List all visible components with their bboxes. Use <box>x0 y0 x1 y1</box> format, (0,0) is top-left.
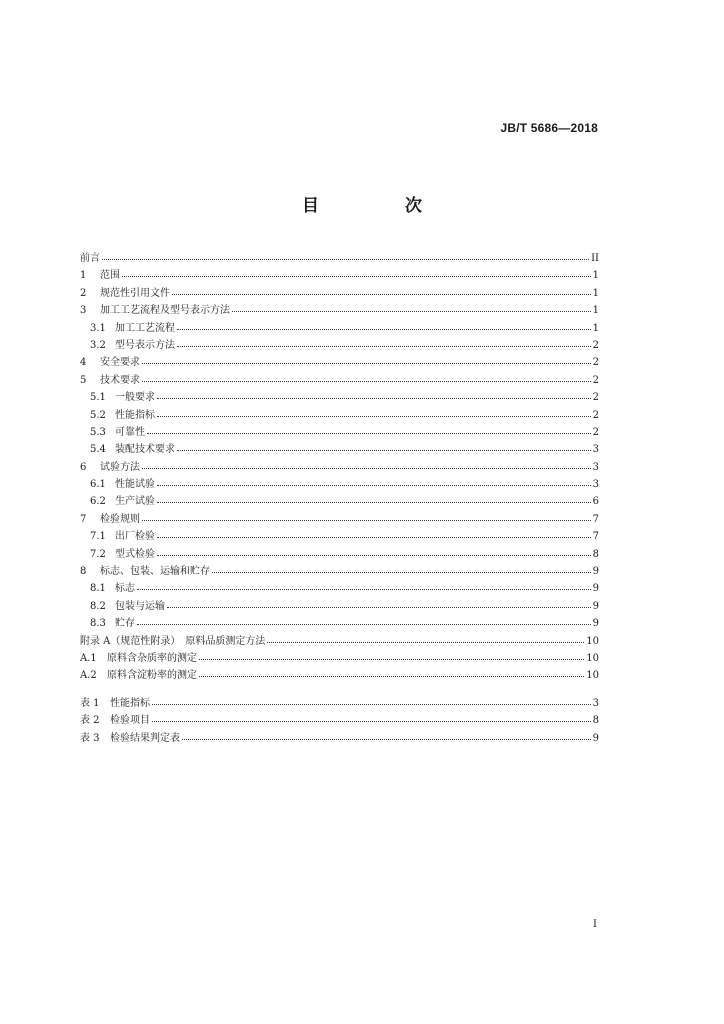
dot-leader <box>157 502 591 503</box>
toc-entry[interactable] <box>80 563 599 580</box>
dot-leader <box>142 381 591 382</box>
entry-label: 范围 <box>100 270 120 282</box>
page-number: I <box>593 919 597 930</box>
entry-number: 8 <box>80 566 87 578</box>
toc-entry[interactable] <box>80 650 599 667</box>
standard-code: JB/T 5686—2018 <box>500 121 598 135</box>
entry-number: 3.1 <box>90 322 106 334</box>
entry-page: 3 <box>592 479 599 491</box>
entry-page: 10 <box>586 635 599 647</box>
entry-label: 型式检验 <box>115 548 155 560</box>
dot-leader <box>157 416 591 417</box>
entry-label: 检验结果判定表 <box>110 732 180 744</box>
dot-leader <box>137 589 591 590</box>
toc-entry[interactable] <box>80 667 599 684</box>
entry-number: 5.2 <box>90 409 106 421</box>
entry-number: 5.3 <box>90 426 106 438</box>
entry-page: 3 <box>592 698 599 709</box>
dot-leader <box>142 363 591 364</box>
entry-label: 规范性引用文件 <box>100 287 170 299</box>
toc-entry[interactable] <box>80 511 599 528</box>
entry-page: 9 <box>592 566 599 578</box>
entry-number: 表 1 <box>80 698 100 709</box>
entry-label: 安全要求 <box>100 357 140 369</box>
entry-label: 原料含淀粉率的测定 <box>107 670 197 682</box>
entry-label: 性能指标 <box>115 409 155 421</box>
dot-leader <box>157 555 591 556</box>
table-entry[interactable] <box>80 712 599 729</box>
dot-leader <box>157 398 591 399</box>
dot-leader <box>137 624 591 625</box>
entry-label: 性能试验 <box>115 479 155 491</box>
toc-entry[interactable] <box>80 285 599 302</box>
entry-number: 5.1 <box>90 392 106 404</box>
entry-page: 10 <box>586 652 599 664</box>
entry-page: 1 <box>592 322 599 334</box>
toc-entry[interactable] <box>80 354 599 371</box>
dot-leader <box>157 537 591 538</box>
entry-label: 生产试验 <box>115 496 155 508</box>
entry-page: 9 <box>592 618 599 630</box>
entry-number: 1 <box>80 270 87 282</box>
entry-number: 8.3 <box>90 618 106 630</box>
entry-page: 2 <box>592 426 599 438</box>
entry-page: 2 <box>592 357 599 369</box>
entry-label: 可靠性 <box>115 426 145 438</box>
entry-label: 标志、包装、运输和贮存 <box>100 566 210 578</box>
dot-leader <box>199 676 584 677</box>
entry-label: 技术要求 <box>100 374 140 386</box>
entry-number: 6.2 <box>90 496 106 508</box>
entry-page: 9 <box>592 583 599 595</box>
entry-page: II <box>591 253 599 264</box>
entry-number: 6 <box>80 461 87 473</box>
dot-leader <box>177 329 591 330</box>
entry-label: 检验规则 <box>100 513 140 525</box>
dot-leader <box>212 572 591 573</box>
entry-label: 附录 A（规范性附录） 原料品质测定方法 <box>80 635 266 647</box>
toc-entry[interactable] <box>80 250 599 267</box>
entry-number: 4 <box>80 357 87 369</box>
dot-leader <box>147 433 591 434</box>
table-list <box>80 695 599 747</box>
toc-entry[interactable] <box>80 528 599 545</box>
entry-number: A.2 <box>80 670 97 682</box>
entry-label: 加工工艺流程 <box>115 322 175 334</box>
table-entry[interactable] <box>80 730 599 747</box>
toc-entry[interactable] <box>80 372 599 389</box>
entry-page: 2 <box>592 409 599 421</box>
entry-number: 3 <box>80 305 87 317</box>
entry-number: 8.1 <box>90 583 106 595</box>
dot-leader <box>102 259 589 260</box>
entry-page: 7 <box>592 531 599 543</box>
entry-number: 表 3 <box>80 732 100 744</box>
dot-leader <box>152 704 591 705</box>
entry-number: 7 <box>80 513 87 525</box>
dot-leader <box>157 485 591 486</box>
entry-page: 9 <box>592 600 599 612</box>
entry-label: 一般要求 <box>115 392 155 404</box>
dot-leader <box>199 659 584 660</box>
dot-leader <box>167 607 591 608</box>
table-entry[interactable] <box>80 695 599 712</box>
entry-number: 表 2 <box>80 715 100 727</box>
entry-page: 2 <box>592 374 599 386</box>
entry-number: A.1 <box>80 652 97 664</box>
toc-entry[interactable] <box>80 302 599 319</box>
entry-label: 试验方法 <box>100 461 140 473</box>
entry-page: 7 <box>592 513 599 525</box>
entry-label: 加工工艺流程及型号表示方法 <box>100 305 230 317</box>
toc-entry[interactable] <box>80 580 599 597</box>
toc-entry[interactable] <box>80 633 599 650</box>
entry-number: 3.2 <box>90 339 106 351</box>
dot-leader <box>182 739 591 740</box>
dot-leader <box>177 346 591 347</box>
entry-number: 5 <box>80 374 87 386</box>
toc-list <box>80 250 599 685</box>
dot-leader <box>122 276 591 277</box>
entry-number: 5.4 <box>90 444 106 456</box>
entry-page: 1 <box>592 305 599 317</box>
toc-entry[interactable] <box>80 459 599 476</box>
entry-label: 出厂检验 <box>115 531 155 543</box>
toc-entry[interactable] <box>80 337 599 354</box>
entry-number: 6.1 <box>90 479 106 491</box>
entry-label: 检验项目 <box>110 715 150 727</box>
entry-page: 2 <box>592 392 599 404</box>
toc-entry[interactable] <box>80 546 599 563</box>
entry-page: 6 <box>592 496 599 508</box>
entry-number: 7.2 <box>90 548 106 560</box>
entry-label: 装配技术要求 <box>115 444 175 456</box>
entry-number: 2 <box>80 287 87 299</box>
entry-label: 型号表示方法 <box>115 339 175 351</box>
entry-page: 3 <box>592 461 599 473</box>
dot-leader <box>267 642 584 643</box>
toc-entry[interactable] <box>80 598 599 615</box>
dot-leader <box>152 721 591 722</box>
entry-label: 包装与运输 <box>115 600 165 612</box>
toc-entry[interactable] <box>80 320 599 337</box>
entry-page: 2 <box>592 339 599 351</box>
toc-entry[interactable] <box>80 424 599 441</box>
entry-number: 7.1 <box>90 531 106 543</box>
entry-label: 前言 <box>80 253 100 264</box>
entry-page: 1 <box>592 287 599 299</box>
toc-title: 目 次 <box>302 196 462 216</box>
entry-page: 10 <box>586 670 599 682</box>
toc-entry[interactable] <box>80 441 599 458</box>
toc-entry[interactable] <box>80 493 599 510</box>
entry-page: 8 <box>592 548 599 560</box>
dot-leader <box>232 311 591 312</box>
entry-label: 原料含杂质率的测定 <box>107 652 197 664</box>
toc-entry[interactable] <box>80 476 599 493</box>
entry-label: 性能指标 <box>110 698 150 709</box>
entry-number: 8.2 <box>90 600 106 612</box>
entry-page: 8 <box>592 715 599 727</box>
entry-page: 1 <box>592 270 599 282</box>
dot-leader <box>172 294 591 295</box>
entry-page: 9 <box>592 732 599 744</box>
dot-leader <box>142 520 591 521</box>
dot-leader <box>177 450 591 451</box>
entry-page: 3 <box>592 444 599 456</box>
toc-entry[interactable] <box>80 407 599 424</box>
toc-entry[interactable] <box>80 389 599 406</box>
entry-label: 标志 <box>115 583 135 595</box>
toc-entry[interactable] <box>80 615 599 632</box>
entry-label: 贮存 <box>115 618 135 630</box>
toc-entry[interactable] <box>80 267 599 284</box>
dot-leader <box>142 468 591 469</box>
